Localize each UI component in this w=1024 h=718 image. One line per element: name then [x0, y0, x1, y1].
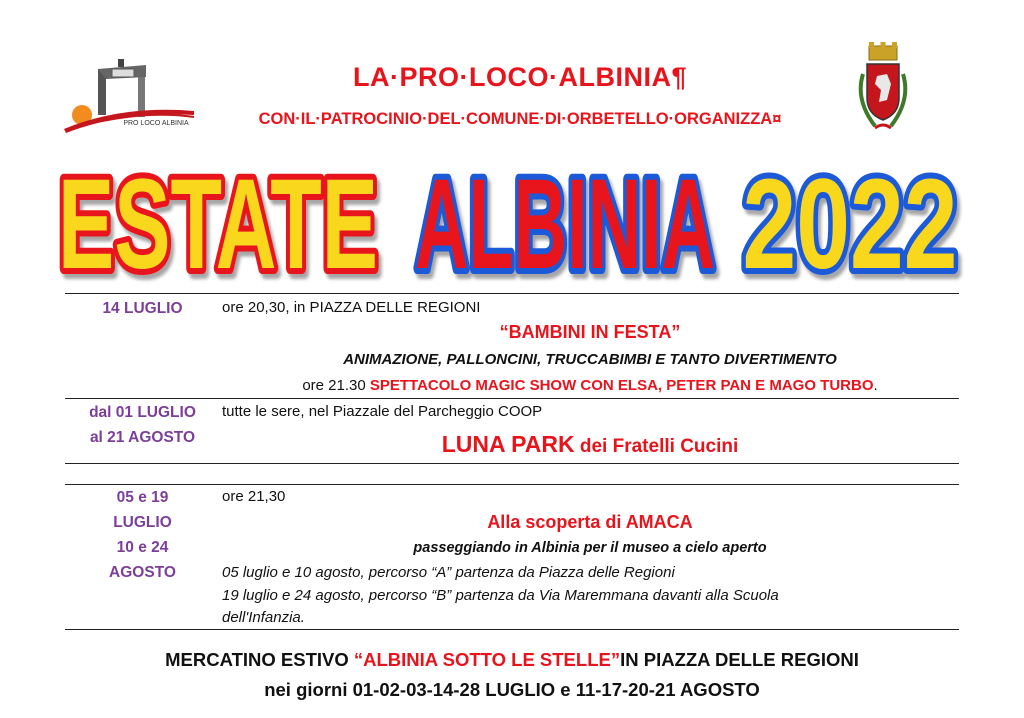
event3-detail: 05 luglio e 10 agosto, percorso “A” partenza da Piazza delle Regioni	[222, 564, 675, 581]
event3-time: ore 21,30	[222, 488, 286, 505]
event3-title: Alla scoperta di AMACA	[487, 512, 693, 532]
divider	[65, 629, 959, 630]
event2-title	[220, 431, 960, 458]
logo-left-text: PRO LOCO ALBINIA	[123, 120, 189, 127]
event1-extra-highlight: SPETTACOLO MAGIC SHOW CON ELSA, PETER PAN E MAGO TURBO	[369, 377, 874, 394]
divider	[65, 398, 959, 399]
divider	[65, 463, 959, 464]
event1-date: 14 LUGLIO	[102, 300, 183, 317]
event1-extra: ore 21.30 SPETTACOLO MAGIC SHOW CON ELSA, PETER PAN E MAGO TURBO.	[302, 377, 878, 394]
title-word-estate: ESTATE	[58, 153, 378, 290]
footer-line1: MERCATINO ESTIVO “ALBINIA SOTTO LE STELLE”IN PIAZZA DELLE REGIONI	[165, 649, 859, 670]
event3-detail: 19 luglio e 24 agosto, percorso “B” partenza da Via Maremmana davanti alla Scuola	[222, 587, 779, 604]
title-word-albinia: ALBINIA	[415, 153, 715, 290]
event1-subtitle: ANIMAZIONE, PALLONCINI, TRUCCABIMBI E TANTO DIVERTIMENTO	[343, 351, 837, 368]
divider	[65, 293, 959, 294]
event1-time: ore 20,30, in PIAZZA DELLE REGIONI	[222, 299, 481, 316]
event2-date: dal 01 LUGLIO al 21 AGOSTO	[89, 404, 196, 446]
event3-subtitle: passeggiando in Albinia per il museo a cielo aperto	[413, 540, 767, 556]
pro-loco-logo	[62, 55, 196, 135]
crown-icon	[869, 42, 897, 60]
header-line1: LA·PRO·LOCO·ALBINIA¶	[353, 62, 687, 92]
footer-line2: nei giorni 01-02-03-14-28 LUGLIO e 11-17-20-21 AGOSTO	[264, 679, 760, 700]
event2-title-rest: dei Fratelli Cucini	[574, 436, 739, 457]
comune-crest	[853, 40, 913, 140]
title-word-year: 2022	[742, 153, 958, 290]
event3-date: 05 e 19 LUGLIO 10 e 24 AGOSTO	[109, 489, 176, 581]
event-title-graphic	[55, 140, 975, 290]
event2-title-main: LUNA PARK	[441, 431, 575, 457]
event1-title: “BAMBINI IN FESTA”	[499, 322, 681, 342]
tower-icon	[98, 59, 146, 117]
event2-time: tutte le sere, nel Piazzale del Parcheggio COOP	[222, 403, 543, 420]
header-line2: CON·IL·PATROCINIO·DEL·COMUNE·DI·ORBETELLO·ORGANIZZA¤	[258, 110, 782, 128]
footer-highlight: “ALBINIA SOTTO LE STELLE”	[353, 649, 621, 670]
event3-detail: dell'Infanzia.	[222, 609, 305, 626]
